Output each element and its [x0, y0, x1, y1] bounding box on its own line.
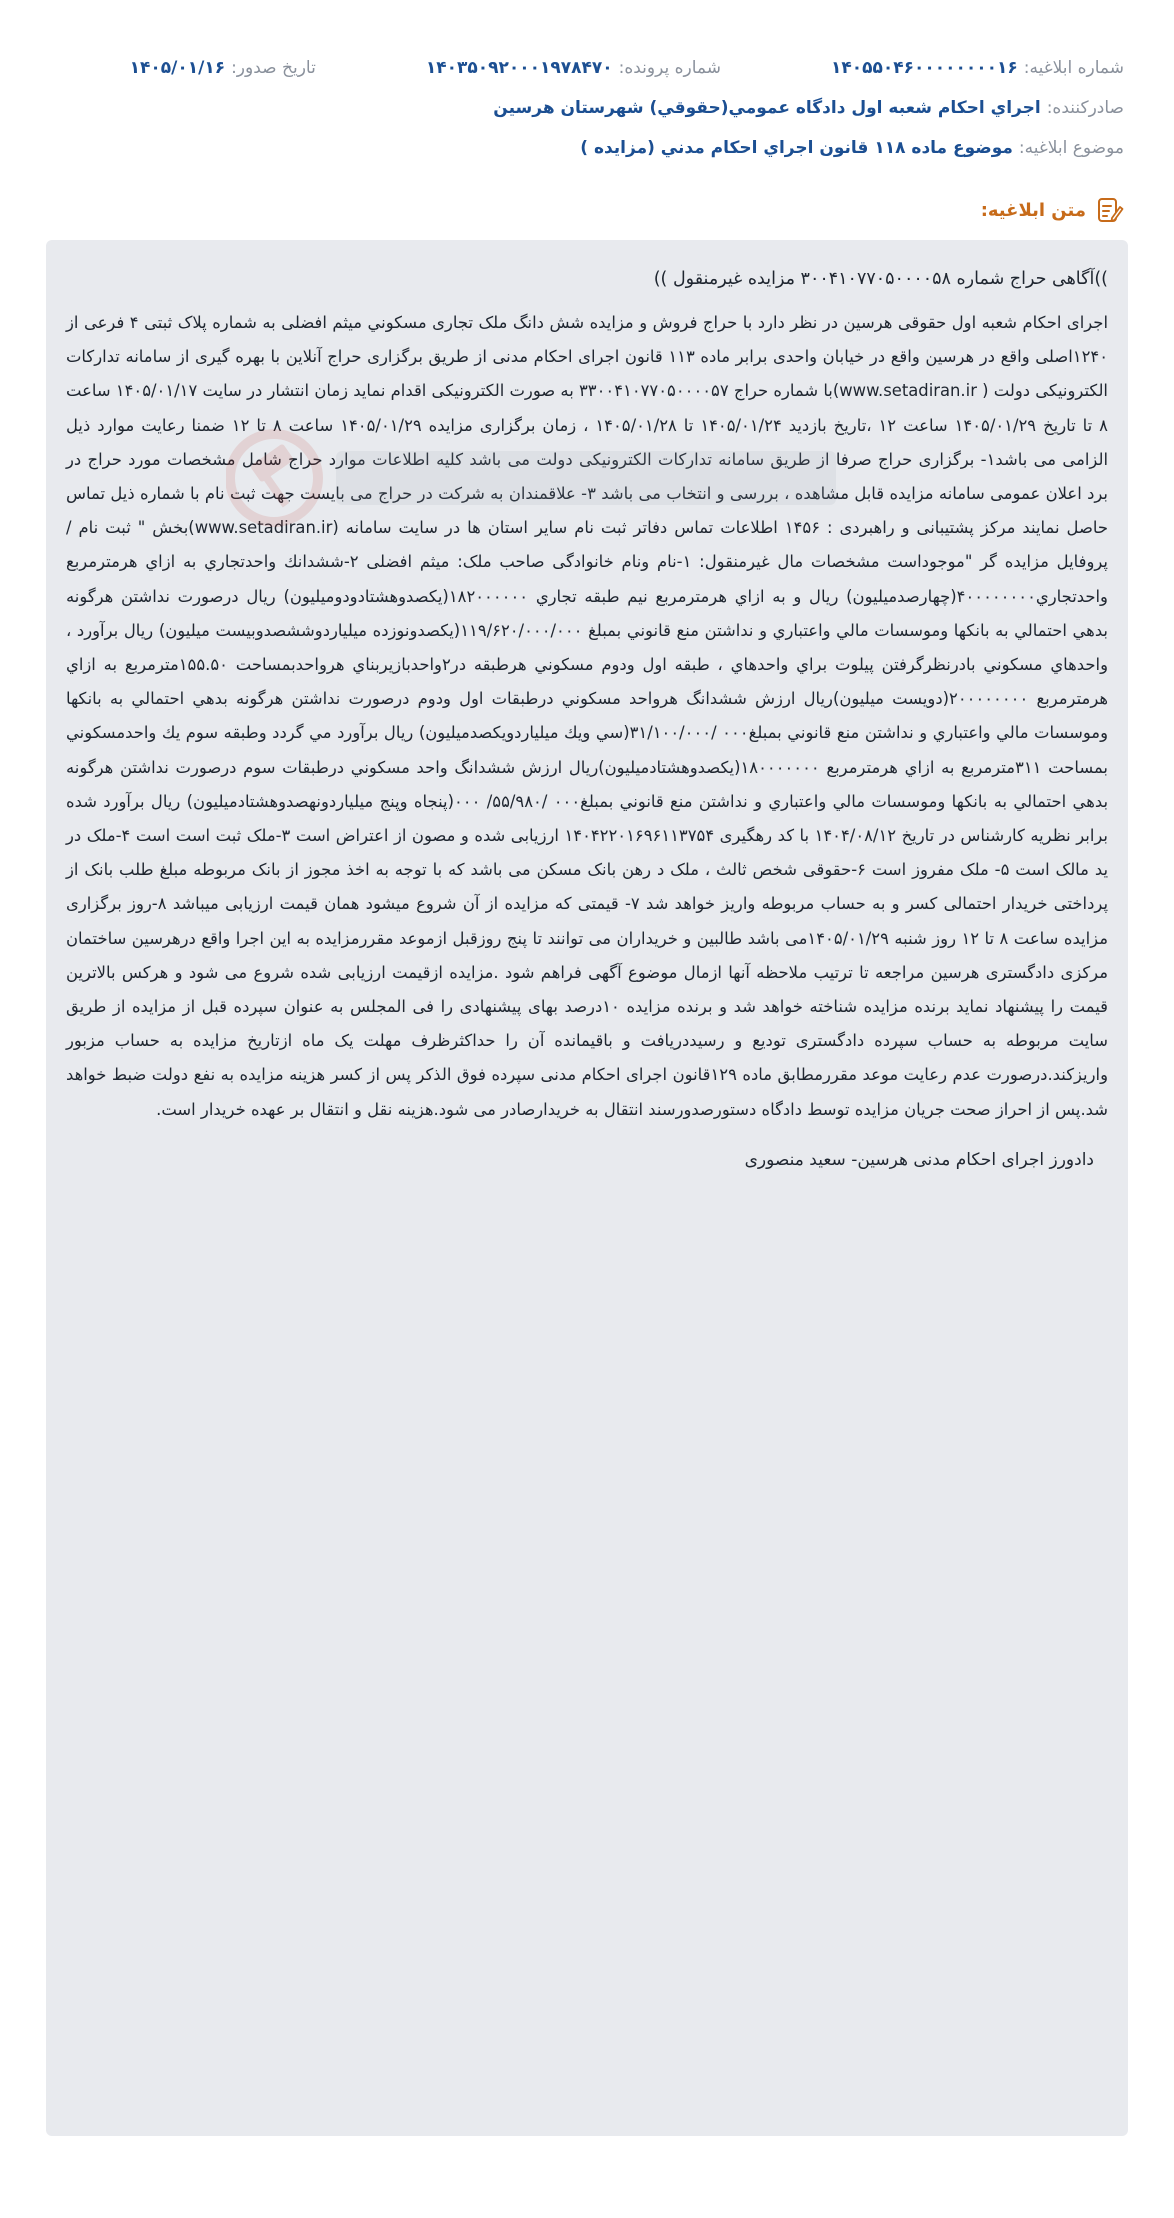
notice-header	[50, 48, 1124, 168]
issuer-label: صادرکننده:	[1046, 98, 1124, 118]
case-number	[426, 58, 721, 78]
notice-number-label: شماره ابلاغیه:	[1023, 58, 1124, 78]
auction-headline: ))آگاهی حراج شماره ۳۰۰۴۱۰۷۷۰۵۰۰۰۰۵۸ مزایده غیرمنقول ))	[653, 269, 1108, 289]
notice-meta-row	[50, 48, 1124, 88]
issuer	[493, 98, 1124, 118]
document-edit-icon	[1096, 195, 1124, 225]
subject-value: موضوع ماده ۱۱۸ قانون اجراي احكام مدني (مزايده )	[580, 138, 1013, 158]
subject-label: موضوع ابلاغیه:	[1018, 138, 1124, 158]
notice-body-title	[981, 195, 1124, 225]
notice-number	[831, 58, 1124, 78]
subject-row	[50, 128, 1124, 168]
issue-date-value: ۱۴۰۵/۰۱/۱۶	[129, 58, 226, 78]
issuer-value: اجراي احكام شعبه اول دادگاه عمومي(حقوقي) شهرستان هرسين	[493, 98, 1041, 118]
auction-notice-text: اجرای احکام شعبه اول حقوقی هرسین در نظر دارد با حراج فروش و مزایده شش دانگ ملک تجاری مسکوني میثم افضلی به شماره پلاک ثبتی ۴ فرعی از ۱۲۴۰اصلی واقع در هرسین واقع در خیابان واحدی برابر ماده ۱۱۳ قانون اجرای احکام مدنی از طریق برگزاری حراج آنلاین با بهره گیری از سامانه تدارکات الکترونیکی دولت ( www.setadiran.ir)با شماره حراج ۳۳۰۰۴۱۰۷۷۰۵۰۰۰۰۵۷ به صورت الکترونیکی اقدام نماید زمان انتشار در سایت ۱۴۰۵/۰۱/۱۷ ساعت ۸ تا تاریخ ۱۴۰۵/۰۱/۲۹ ساعت ۱۲ ،تاریخ بازدید ۱۴۰۵/۰۱/۲۴ تا ۱۴۰۵/۰۱/۲۸ ، زمان برگزاری مزایده ۱۴۰۵/۰۱/۲۹ ساعت ۸ تا ۱۲ ضمنا رعایت موارد ذیل الزامی می باشد۱- برگزاری حراج صرفا از طریق سامانه تدارکات الکترونیکی دولت می باشد کلیه اطلاعات موارد حراج شامل مشخصات مورد حراج در برد اعلان عمومی سامانه مزایده قابل مشاهده ، بررسی و انتخاب می باشد ۳- علاقمندان به شرکت در حراج می بایست جهت ثبت نام با شماره ذیل تماس حاصل نمایند مرکز پشتیبانی و راهبردی : ۱۴۵۶ اطلاعات تماس دفاتر ثبت نام سایر استان ها در سایت سامانه (www.setadiran.ir)بخش " ثبت نام /پروفایل مزایده گر "موجوداست مشخصات مال غیرمنقول: ۱-نام ونام خانوادگی صاحب ملک: میثم افضلی ۲-ششدانك واحدتجاري به ازاي هرمترمربع واحدتجاري۴۰۰۰۰۰۰۰۰(چهارصدميليون) ريال و به ازاي هرمترمربع نيم طبقه تجاري ۱۸۲۰۰۰۰۰۰(يكصدوهشتادودوميليون) ريال درصورت نداشتن هرگونه بدهي احتمالي به بانكها وموسسات مالي واعتباري و نداشتن منع قانوني بمبلغ ۱۱۹/۶۲۰/۰۰۰/۰۰۰(يكصدونوزده ميلياردوششصدوبيست ميليون) ريال برآورد ، واحدهاي مسكوني بادرنظرگرفتن پيلوت براي واحدهاي ، طبقه اول ودوم مسكوني هرطبقه در۲واحدبازيربناي هرواحدبمساحت ۱۵۵.۵۰مترمربع به ازاي هرمترمربع ۲۰۰۰۰۰۰۰۰(دويست ميليون)ريال ارزش ششدانگ هرواحد مسكوني درطبقات اول ودوم درصورت نداشتن هرگونه بدهي احتمالي به بانكها وموسسات مالي واعتباري و نداشتن منع قانوني بمبلغ۰۰۰ /۳۱/۱۰۰/۰۰۰(سي ويك ميلياردويكصدميليون) ريال برآورد مي گردد وطبقه سوم يك واحدمسكوني بمساحت ۳۱۱مترمربع به ازاي هرمترمربع ۱۸۰۰۰۰۰۰۰(يكصدوهشتادميليون)ريال ارزش ششدانگ واحد مسكوني درطبقات سوم درصورت نداشتن هرگونه بدهي احتمالي به بانكها وموسسات مالي واعتباري و نداشتن منع قانوني بمبلغ۰۰۰ /۵۵/۹۸۰/ ۰۰۰(پنجاه وپنج ميلياردونهصدوهشتادميليون) ريال برآورد شده برابر نظريه كارشناس در تاريخ ۱۴۰۴/۰۸/۱۲ با کد رهگیری ۱۴۰۴۲۲۰۱۶۹۶۱۱۳۷۵۴ ارزیابی شده و مصون از اعتراض است ۳-ملک ثبت است است ۴-ملک در ید مالک است ۵- ملک مفروز است ۶-حقوقی شخص ثالث ، ملک د رهن بانک مسکن می باشد که با توجه به اخذ مجوز از بانک مربوطه مبلغ طلب بانک از پرداختی خریدار احتمالی کسر و به حساب مربوطه واریز خواهد شد ۷- قیمتی که مزایده از آن شروع میشود همان قیمت ارزیابی میباشد ۸-روز برگزاری مزایده ساعت ۸ تا ۱۲ روز شنبه ۱۴۰۵/۰۱/۲۹می باشد طالبین و خریداران می توانند تا پنج روزقبل ازموعد مقررمزایده به این اجرا واقع درهرسین ساختمان مرکزی دادگستری هرسین مراجعه تا ترتیب ملاحظه آنها ازمال موضوع آگهی فراهم شود .مزایده ازقیمت ارزیابی شده شروع می شود و هرکس بالاترین قیمت را پیشنهاد نماید برنده مزایده شناخته خواهد شد و برنده مزایده ۱۰درصد بهای پیشنهادی را فی المجلس به عنوان سپرده قبل از مزایده از طریق سایت مربوطه به حساب سپرده دادگستری تودیع و رسیددریافت و باقیمانده آن را حداکثرظرف مهلت یک ماه ازتاریخ مزایده به حساب مزبور واریزکند.درصورت عدم رعایت موعد مقررمطابق ماده ۱۲۹قانون اجرای احکام مدنی سپرده فوق الذکر پس از کسر هزینه مزایده به نفع دولت ضبط خواهد شد.پس از احراز صحت جریان مزایده توسط دادگاه دستورصدورسند انتقال به خریدارصادر می شود.هزینه نقل و انتقال بر عهده خریدار است.	[65, 313, 1109, 1119]
issue-date-label: تاریخ صدور:	[231, 58, 316, 78]
signature: دادورز اجرای احکام مدنی هرسین- سعید منصوری	[744, 1149, 1094, 1170]
case-number-value: ۱۴۰۳۵۰۹۲۰۰۰۱۹۷۸۴۷۰	[425, 58, 613, 78]
issuer-row	[50, 88, 1124, 128]
case-number-label: شماره پرونده:	[618, 58, 721, 78]
subject	[580, 138, 1124, 158]
notice-body-card	[46, 240, 1128, 2136]
issue-date	[130, 58, 316, 78]
notice-body-content	[46, 240, 1128, 1177]
notice-body-title-text: متن ابلاغیه:	[980, 199, 1086, 221]
notice-number-value: ۱۴۰۵۵۰۴۶۰۰۰۰۰۰۰۰۱۶	[830, 58, 1018, 78]
